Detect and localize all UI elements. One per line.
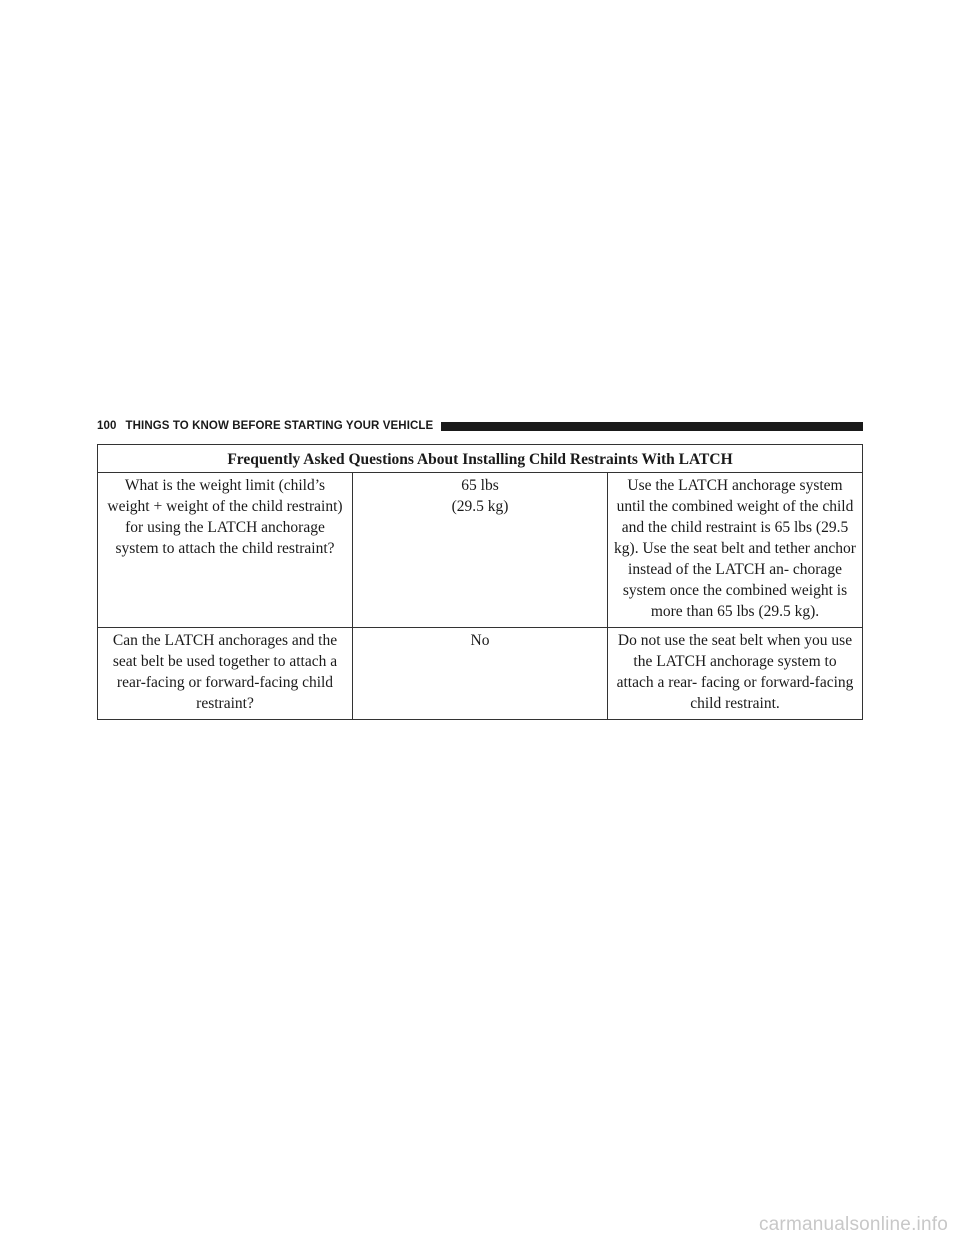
answer-cell [353,473,608,628]
explanation-cell: Do not use the seat belt when you use the LATCH anchorage system to attach a rear- facing or forward-facing child restraint. [608,628,863,720]
page-header [97,418,863,434]
table-row [98,473,863,628]
answer-line: No [470,632,490,649]
question-cell: Can the LATCH anchorages and the seat belt be used together to attach a rear-facing or forward-facing child restraint? [98,628,353,720]
explanation-cell: Use the LATCH anchorage system until the combined weight of the child and the child restraint is 65 lbs (29.5 kg). Use the seat belt and tether anchor instead of the LATCH an- chorage system once the combined weight is more than 65 lbs (29.5 kg). [608,473,863,628]
header-rule [441,422,863,431]
answer-cell [353,628,608,720]
watermark: carmanualsonline.info [758,1214,948,1235]
table-title: Frequently Asked Questions About Installing Child Restraints With LATCH [98,445,863,473]
question-cell: What is the weight limit (child’s weight + weight of the child restraint) for using the LATCH anchorage system to attach the child restraint? [98,473,353,628]
faq-table [97,444,863,720]
answer-line: 65 lbs [461,477,499,494]
table-row [98,628,863,720]
page-number: 100 [97,420,117,432]
running-head: THINGS TO KNOW BEFORE STARTING YOUR VEHICLE [125,420,434,432]
table-title-row [98,445,863,473]
answer-line: (29.5 kg) [451,498,509,515]
